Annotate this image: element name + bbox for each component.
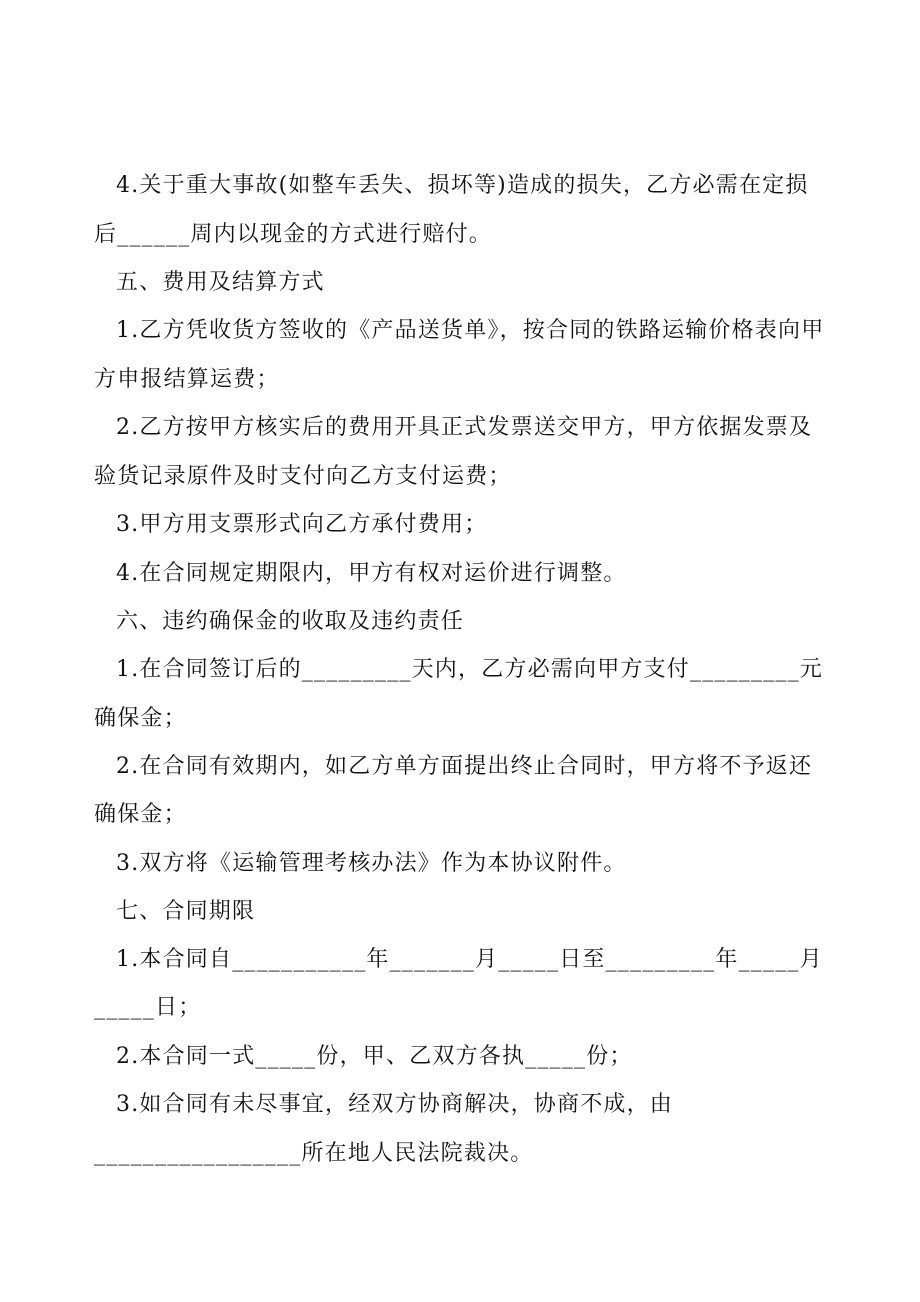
section-heading: 六、违约确保金的收取及违约责任 xyxy=(116,609,465,634)
section-heading: 七、合同期限 xyxy=(116,899,256,924)
text-line: 1.在合同签订后的_________天内，乙方必需向甲方支付_________元 xyxy=(116,657,823,682)
section-heading: 五、费用及结算方式 xyxy=(116,270,325,295)
text-line: 确保金； xyxy=(94,802,187,827)
text-line: 验货记录原件及时支付向乙方支付运费； xyxy=(94,464,512,489)
text-line: 4.在合同规定期限内，甲方有权对运价进行调整。 xyxy=(116,561,627,586)
text-line: 2.乙方按甲方核实后的费用开具正式发票送交甲方，甲方依据发票及 xyxy=(116,415,813,440)
text-line: 1.本合同自___________年_______月_____日至_________年_____月 xyxy=(116,947,823,972)
text-line: 2.本合同一式_____份，甲、乙双方各执_____份； xyxy=(116,1044,633,1069)
text-line: 后______周内以现金的方式进行赔付。 xyxy=(94,222,493,247)
text-line: 2.在合同有效期内，如乙方单方面提出终止合同时，甲方将不予返还 xyxy=(116,754,813,779)
text-line: 方申报结算运费； xyxy=(94,367,280,392)
text-line: 4.关于重大事故(如整车丢失、损坏等)造成的损失，乙方必需在定损 xyxy=(116,173,809,198)
text-line: 3.双方将《运输管理考核办法》作为本协议附件。 xyxy=(116,851,627,876)
text-line: 确保金； xyxy=(94,706,187,731)
text-line: 1.乙方凭收货方签收的《产品送货单》，按合同的铁路运输价格表向甲 xyxy=(116,318,825,343)
text-line: _________________所在地人民法院裁决。 xyxy=(94,1141,534,1166)
text-line: _____日； xyxy=(94,995,202,1020)
text-line: 3.如合同有未尽事宜，经双方协商解决，协商不成，由 xyxy=(116,1092,673,1117)
text-line: 3.甲方用支票形式向乙方承付费用； xyxy=(116,512,488,537)
